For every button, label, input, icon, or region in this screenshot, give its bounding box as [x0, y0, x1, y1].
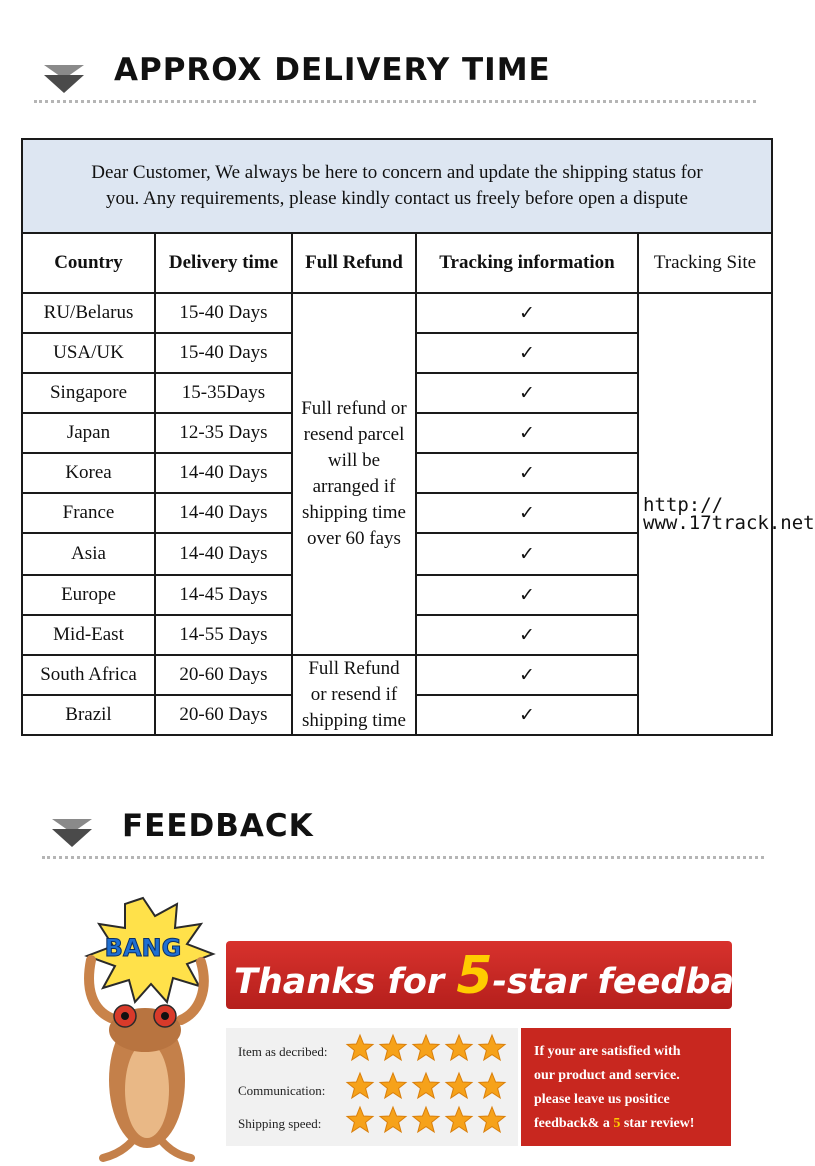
time-cell: 14-40 Days: [155, 533, 292, 575]
note-last-pre: feedback& a: [534, 1116, 614, 1131]
check-icon: ✓: [416, 493, 638, 533]
table-header-row: [22, 233, 772, 293]
rating-label: Communication:: [238, 1083, 326, 1098]
check-icon: ✓: [416, 575, 638, 615]
country-cell: Europe: [22, 575, 155, 615]
headline-pre: Thanks for: [234, 962, 457, 1002]
refund-line: or resend if: [310, 684, 398, 705]
thanks-headline: [234, 946, 794, 1006]
header-full-refund: Full Refund: [292, 233, 416, 293]
tracking-url-line: http://: [643, 494, 724, 516]
country-cell: Brazil: [22, 695, 155, 735]
time-cell: 15-35Days: [155, 373, 292, 413]
star-icon: [379, 1072, 407, 1100]
note-line: If your are satisfied with: [534, 1044, 681, 1059]
star-icon: [412, 1034, 440, 1062]
refund-line: resend parcel: [303, 424, 405, 445]
star-icon: [379, 1034, 407, 1062]
star-icon: [445, 1106, 473, 1134]
refund-line: will be: [327, 450, 381, 471]
country-cell: Japan: [22, 413, 155, 453]
rating-label: Shipping speed:: [238, 1116, 322, 1131]
time-cell: 20-60 Days: [155, 695, 292, 735]
country-cell: USA/UK: [22, 333, 155, 373]
headline-post: -star feedback!: [492, 962, 795, 1002]
star-icon: [346, 1106, 374, 1134]
tracking-url-line: www.17track.net: [643, 512, 815, 534]
refund-line: arranged if: [312, 476, 396, 497]
time-cell: 15-40 Days: [155, 333, 292, 373]
country-cell: South Africa: [22, 655, 155, 695]
refund-line: shipping time: [302, 502, 406, 523]
refund-line: Full refund or: [301, 398, 407, 419]
star-icon: [478, 1106, 506, 1134]
rating-label: Item as decribed:: [238, 1044, 328, 1059]
country-cell: Asia: [22, 533, 155, 575]
header-country: Country: [22, 233, 155, 293]
time-cell: 14-40 Days: [155, 453, 292, 493]
country-cell: RU/Belarus: [22, 293, 155, 333]
check-icon: ✓: [416, 333, 638, 373]
refund-line: over 60 fays: [307, 528, 401, 549]
star-icon: [412, 1072, 440, 1100]
time-cell: 12-35 Days: [155, 413, 292, 453]
check-icon: ✓: [416, 373, 638, 413]
refund-cell: [292, 655, 416, 735]
note-line: our product and service.: [534, 1068, 680, 1083]
check-icon: ✓: [416, 615, 638, 655]
star-icon: [346, 1034, 374, 1062]
check-icon: ✓: [416, 695, 638, 735]
country-cell: Singapore: [22, 373, 155, 413]
star-icon: [445, 1072, 473, 1100]
star-icon: [379, 1106, 407, 1134]
time-cell: 14-40 Days: [155, 493, 292, 533]
note-line: please leave us positice: [534, 1092, 670, 1107]
refund-line: Full Refund: [308, 658, 400, 679]
dotted-divider: [42, 856, 764, 859]
refund-line: shipping time: [302, 710, 406, 731]
header-tracking-site: Tracking Site: [638, 233, 772, 293]
star-icon: [412, 1106, 440, 1134]
country-cell: France: [22, 493, 155, 533]
note-last-post: star review!: [620, 1116, 695, 1131]
notice-line-2: you. Any requirements, please kindly contact us freely before open a dispute: [106, 188, 688, 209]
table-row: [22, 293, 772, 333]
notice-row: [22, 139, 772, 233]
note-line: [534, 1116, 694, 1132]
star-icon: [478, 1072, 506, 1100]
notice-line-1: Dear Customer, We always be here to concern and update the shipping status for: [91, 162, 703, 183]
star-icon: [346, 1072, 374, 1100]
check-icon: ✓: [416, 453, 638, 493]
header-tracking-info: Tracking information: [416, 233, 638, 293]
time-cell: 15-40 Days: [155, 293, 292, 333]
tracking-site-cell: [638, 293, 815, 735]
time-cell: 14-45 Days: [155, 575, 292, 615]
headline-number: 5: [456, 946, 493, 1006]
time-cell: 14-55 Days: [155, 615, 292, 655]
check-icon: ✓: [416, 413, 638, 453]
bang-text: BANG: [104, 934, 182, 962]
check-icon: ✓: [416, 293, 638, 333]
rating-panel: [226, 1028, 518, 1146]
country-cell: Korea: [22, 453, 155, 493]
refund-cell: [292, 293, 416, 655]
time-cell: 20-60 Days: [155, 655, 292, 695]
note-last-number: 5: [613, 1116, 621, 1131]
double-chevron-down-icon: [50, 817, 94, 849]
frog-mascot-icon: [63, 890, 223, 1160]
check-icon: ✓: [416, 655, 638, 695]
notice-cell: [22, 139, 772, 233]
check-icon: ✓: [416, 533, 638, 575]
country-cell: Mid-East: [22, 615, 155, 655]
header-delivery-time: Delivery time: [155, 233, 292, 293]
star-icon: [478, 1034, 506, 1062]
feedback-note-panel: [521, 1028, 731, 1146]
delivery-table: [21, 138, 815, 736]
dotted-divider: [34, 100, 756, 103]
section-title: APPROX DELIVERY TIME: [114, 52, 551, 88]
section-title: FEEDBACK: [122, 808, 314, 844]
double-chevron-down-icon: [42, 63, 86, 95]
star-icon: [445, 1034, 473, 1062]
